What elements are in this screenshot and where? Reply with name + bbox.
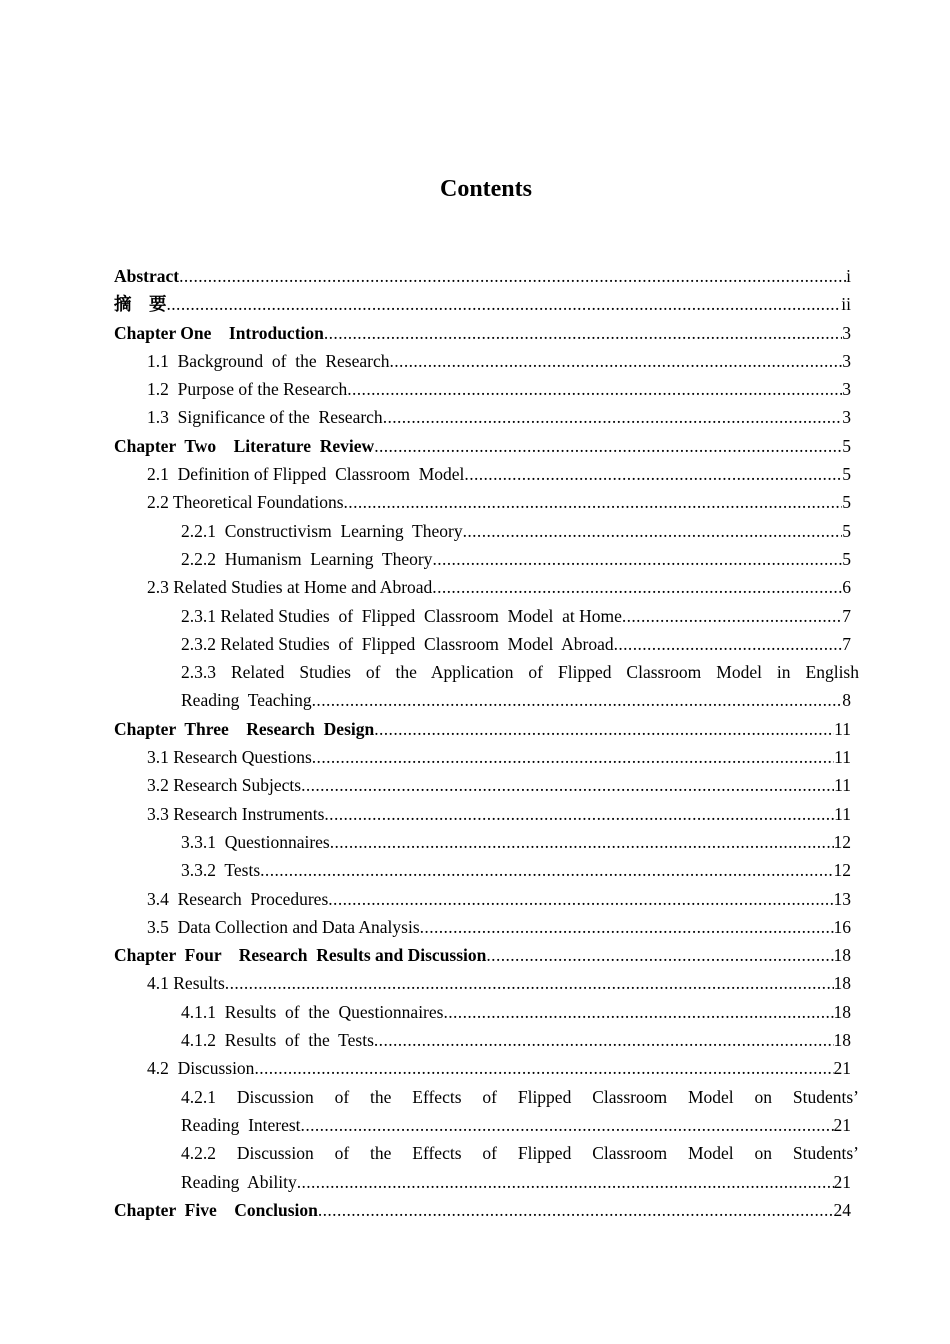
dot-leader [347,375,842,403]
toc-entry-page-number: 3 [842,407,851,428]
toc-entry-page-number: i [846,266,851,286]
toc-entry-label: 3.3 Research Instruments [147,803,325,824]
toc-entry[interactable] [114,686,851,714]
dot-leader [297,1168,834,1196]
toc-entry[interactable] [114,545,851,573]
dot-leader [432,545,842,573]
toc-entry-page-number: 6 [842,577,851,598]
toc-entry-page-number: 5 [842,548,851,569]
toc-entry-page-number: 18 [833,1030,851,1051]
toc-entry[interactable] [114,573,851,601]
toc-entry-label: 2.3.1 Related Studies of Flipped Classroom Model at Home [181,605,622,626]
toc-entry-page-number: 11 [834,775,851,796]
dot-leader [374,715,834,743]
toc-entry[interactable] [114,347,851,375]
toc-entry[interactable] [114,771,851,799]
dot-leader [486,941,833,969]
toc-entry[interactable] [114,460,851,488]
toc-entry-label: 3.4 Research Procedures [147,888,329,909]
toc-entry-label: 1.1 Background of the Research [147,350,390,371]
toc-entry-page-number: 18 [833,945,851,966]
dot-leader [344,488,843,516]
toc-entry-page-number: 21 [833,1171,851,1192]
dot-leader [179,262,846,290]
toc-entry[interactable] [114,630,851,658]
dot-leader [463,517,843,545]
toc-entry[interactable] [114,1168,851,1196]
toc-entry-page-number: 5 [842,492,851,513]
page-title: Contents [439,176,532,202]
toc-entry-page-number: 8 [842,690,851,711]
toc-entry-label: 4.1.2 Results of the Tests [181,1030,374,1051]
toc-entry[interactable] [114,913,851,941]
dot-leader [225,969,834,997]
toc-entry-page-number: 18 [833,973,851,994]
toc-entry[interactable] [114,1196,851,1224]
toc-entry-label: 4.1 Results [147,973,225,994]
toc-entry-label: Chapter Three Research Design [114,718,375,739]
toc-entry[interactable] [114,290,851,318]
toc-entry-label: 3.1 Research Questions [147,747,312,768]
toc-entry-label: Abstract [114,266,180,286]
toc-entry-label: Reading Ability [181,1171,297,1192]
dot-leader [622,602,842,630]
toc-entry-label: Chapter Two Literature Review [114,435,375,456]
toc-entry-label: Chapter One Introduction [114,322,324,343]
dot-leader [443,998,833,1026]
toc-entry[interactable] [114,969,851,997]
toc-entry-label: 3.3.1 Questionnaires [181,831,330,852]
toc-entry-label: 3.5 Data Collection and Data Analysis [147,916,420,937]
toc-entry-label-line: 4.2.1 Discussion of the Effects of Flipped Classroom Model on Students’ [181,1086,859,1107]
toc-entry-page-number: 3 [842,379,851,400]
toc-entry-label: 1.3 Significance of the Research [147,407,383,428]
toc-entry-page-number: 7 [842,605,851,626]
toc-entry[interactable] [114,800,851,828]
dot-leader [420,913,834,941]
toc-entry-label: 2.1 Definition of Flipped Classroom Model [147,464,465,485]
toc-entry-label: 2.2.2 Humanism Learning Theory [181,548,433,569]
toc-entry-page-number: 5 [842,464,851,485]
toc-entry-label: 2.3.2 Related Studies of Flipped Classroom Model Abroad [181,633,614,654]
toc-entry-label: 1.2 Purpose of the Research [147,379,348,400]
dot-leader [374,432,842,460]
dot-leader [260,856,833,884]
toc-entry[interactable] [114,517,851,545]
dot-leader [301,1111,834,1139]
toc-entry[interactable] [114,1054,851,1082]
toc-entry[interactable] [114,828,851,856]
dot-leader [330,828,834,856]
toc-entry[interactable] [114,432,851,460]
dot-leader [301,771,834,799]
toc-entry[interactable] [114,262,851,290]
toc-entry-page-number: 24 [833,1199,851,1220]
dot-leader [614,630,843,658]
toc-entry[interactable] [114,375,851,403]
dot-leader [432,573,842,601]
toc-entry-label: 摘 要 [114,294,167,315]
toc-entry[interactable] [114,319,851,347]
toc-entry-label: 3.2 Research Subjects [147,775,302,796]
toc-entry-label: Chapter Five Conclusion [114,1199,318,1220]
toc-entry-label: 2.3 Related Studies at Home and Abroad [147,577,433,598]
toc-entry[interactable] [114,403,851,431]
dot-leader [167,290,842,318]
toc-entry[interactable] [114,715,851,743]
toc-entry-page-number: 21 [833,1058,851,1079]
dot-leader [390,347,843,375]
dot-leader [318,1196,834,1224]
toc-entry-label: Reading Teaching [181,690,312,711]
dot-leader [312,686,843,714]
toc-entry[interactable] [114,998,851,1026]
toc-entry-page-number: ii [841,294,851,315]
toc-entry[interactable] [114,941,851,969]
dot-leader [254,1054,833,1082]
toc-entry[interactable] [114,885,851,913]
toc-entry-label: 4.1.1 Results of the Questionnaires [181,1001,444,1022]
dot-leader [383,403,843,431]
toc-entry-page-number: 13 [833,888,851,909]
toc-entry[interactable] [114,1026,851,1054]
toc-entry-page-number: 12 [833,831,851,852]
toc-entry-page-number: 11 [834,747,851,768]
toc-entry[interactable] [114,602,851,630]
toc-entry-label: 2.2.1 Constructivism Learning Theory [181,520,463,541]
toc-entry[interactable] [114,488,851,516]
toc-entry-label: 4.2 Discussion [147,1058,255,1079]
toc-entry-page-number: 7 [842,633,851,654]
toc-entry-page-number: 18 [833,1001,851,1022]
toc-entry-page-number: 16 [833,916,851,937]
toc-entry-label-line: 4.2.2 Discussion of the Effects of Flipped Classroom Model on Students’ [181,1143,859,1164]
toc-entry-page-number: 21 [833,1114,851,1135]
toc-entry[interactable] [114,1111,851,1139]
toc-entry-label: Chapter Four Research Results and Discussion [114,945,487,966]
toc-entry-page-number: 3 [842,322,851,343]
toc-entry[interactable] [114,856,851,884]
dot-leader [324,800,834,828]
toc-entry-page-number: 5 [842,435,851,456]
toc-entry-page-number: 12 [833,860,851,881]
dot-leader [328,885,833,913]
table-of-contents [114,262,859,1224]
toc-entry-page-number: 3 [842,350,851,371]
toc-entry-label: 3.3.2 Tests [181,860,261,881]
dot-leader [324,319,842,347]
toc-entry-page-number: 5 [842,520,851,541]
toc-entry[interactable] [114,743,851,771]
dot-leader [312,743,834,771]
toc-entry-page-number: 11 [834,718,851,739]
toc-entry-label-line: 2.3.3 Related Studies of the Application of Flipped Classroom Model in English [181,662,859,683]
toc-entry-label: 2.2 Theoretical Foundations [147,492,344,513]
dot-leader [464,460,842,488]
dot-leader [374,1026,834,1054]
toc-entry-label: Reading Interest [181,1114,301,1135]
toc-entry-page-number: 11 [834,803,851,824]
